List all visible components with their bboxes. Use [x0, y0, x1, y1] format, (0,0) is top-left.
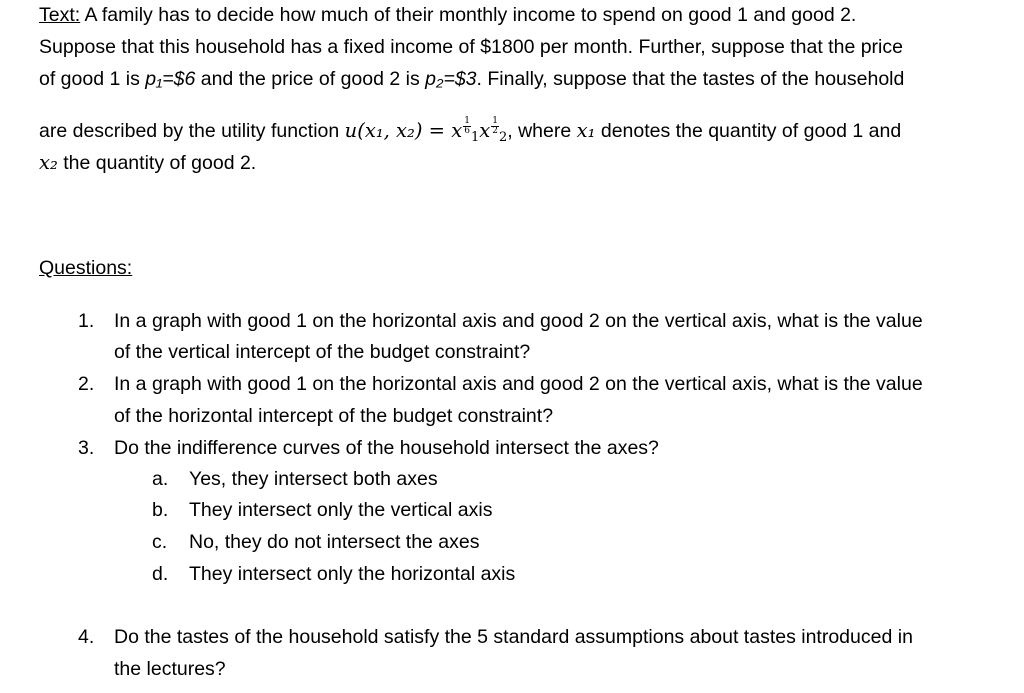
utility-sub-2: 2: [498, 130, 508, 145]
utility-x1: x: [451, 119, 463, 142]
question-1-line-1: In a graph with good 1 on the horizontal axis and good 2 on the vertical axis, what is the value: [114, 310, 923, 332]
text-line-4-part-b: , where: [507, 120, 577, 142]
text-line-4-part-a: are described by the utility function: [39, 120, 345, 142]
question-2-line-2: of the horizontal intercept of the budget constraint?: [114, 405, 554, 427]
text-line-3-part-a: of good 1 is: [39, 68, 146, 90]
utility-exponent-2: [491, 117, 499, 136]
question-4-line-1: Do the tastes of the household satisfy the 5 standard assumptions about tastes introduced in: [114, 626, 913, 648]
question-3-line-1: Do the indifference curves of the household intersect the axes?: [114, 437, 659, 459]
question-1-number: 1.: [78, 310, 95, 332]
text-line-1: [39, 4, 856, 27]
text-line-4-part-c: denotes the quantity of good 1 and: [595, 120, 902, 142]
exp1-denominator: 6: [464, 126, 470, 136]
question-4-number: 4.: [78, 626, 95, 648]
option-c-text: No, they do not intersect the axes: [189, 531, 480, 553]
question-2-number: 2.: [78, 373, 95, 395]
option-a-text: Yes, they intersect both axes: [189, 468, 438, 490]
utility-lhs: u(x₁, x₂) =: [344, 119, 452, 142]
option-b-letter: b.: [152, 499, 169, 521]
utility-sub-1: 1: [470, 130, 480, 145]
text-line-1-content: A family has to decide how much of their monthly income to spend on good 1 and good 2.: [84, 4, 857, 26]
price-good-2: p₂=$3: [425, 68, 477, 90]
text-line-3-part-c: . Finally, suppose that the tastes of the household: [476, 68, 905, 90]
option-d-letter: d.: [152, 563, 169, 585]
text-line-4: [39, 117, 901, 145]
question-2-line-1: In a graph with good 1 on the horizontal axis and good 2 on the vertical axis, what is the value: [114, 373, 923, 395]
text-line-5-content: the quantity of good 2.: [57, 152, 257, 174]
option-b-text: They intersect only the vertical axis: [189, 499, 493, 521]
text-line-3-part-b: and the price of good 2 is: [195, 68, 426, 90]
utility-exponent-1: [463, 117, 471, 136]
exp2-numerator: 1: [492, 116, 498, 126]
question-1-line-2: of the vertical intercept of the budget constraint?: [114, 341, 531, 363]
utility-function: [344, 116, 508, 145]
option-d-text: They intersect only the horizontal axis: [189, 563, 516, 585]
var-x1: x₁: [576, 119, 596, 142]
text-line-3: [39, 68, 904, 91]
option-c-letter: c.: [152, 531, 168, 553]
exp2-denominator: 2: [492, 126, 498, 136]
questions-heading: Questions:: [39, 257, 133, 279]
option-a-letter: a.: [152, 468, 169, 490]
text-label: Text:: [39, 4, 81, 26]
utility-x2: x: [479, 119, 491, 142]
question-4-line-2: the lectures?: [114, 658, 226, 680]
text-line-5: [39, 151, 256, 175]
exp1-numerator: 1: [464, 116, 470, 126]
var-x2: x₂: [39, 151, 58, 174]
question-3-number: 3.: [78, 437, 95, 459]
text-line-2: Suppose that this household has a fixed income of $1800 per month. Further, suppose that the price: [39, 36, 903, 58]
price-good-1: p₁=$6: [145, 68, 196, 90]
